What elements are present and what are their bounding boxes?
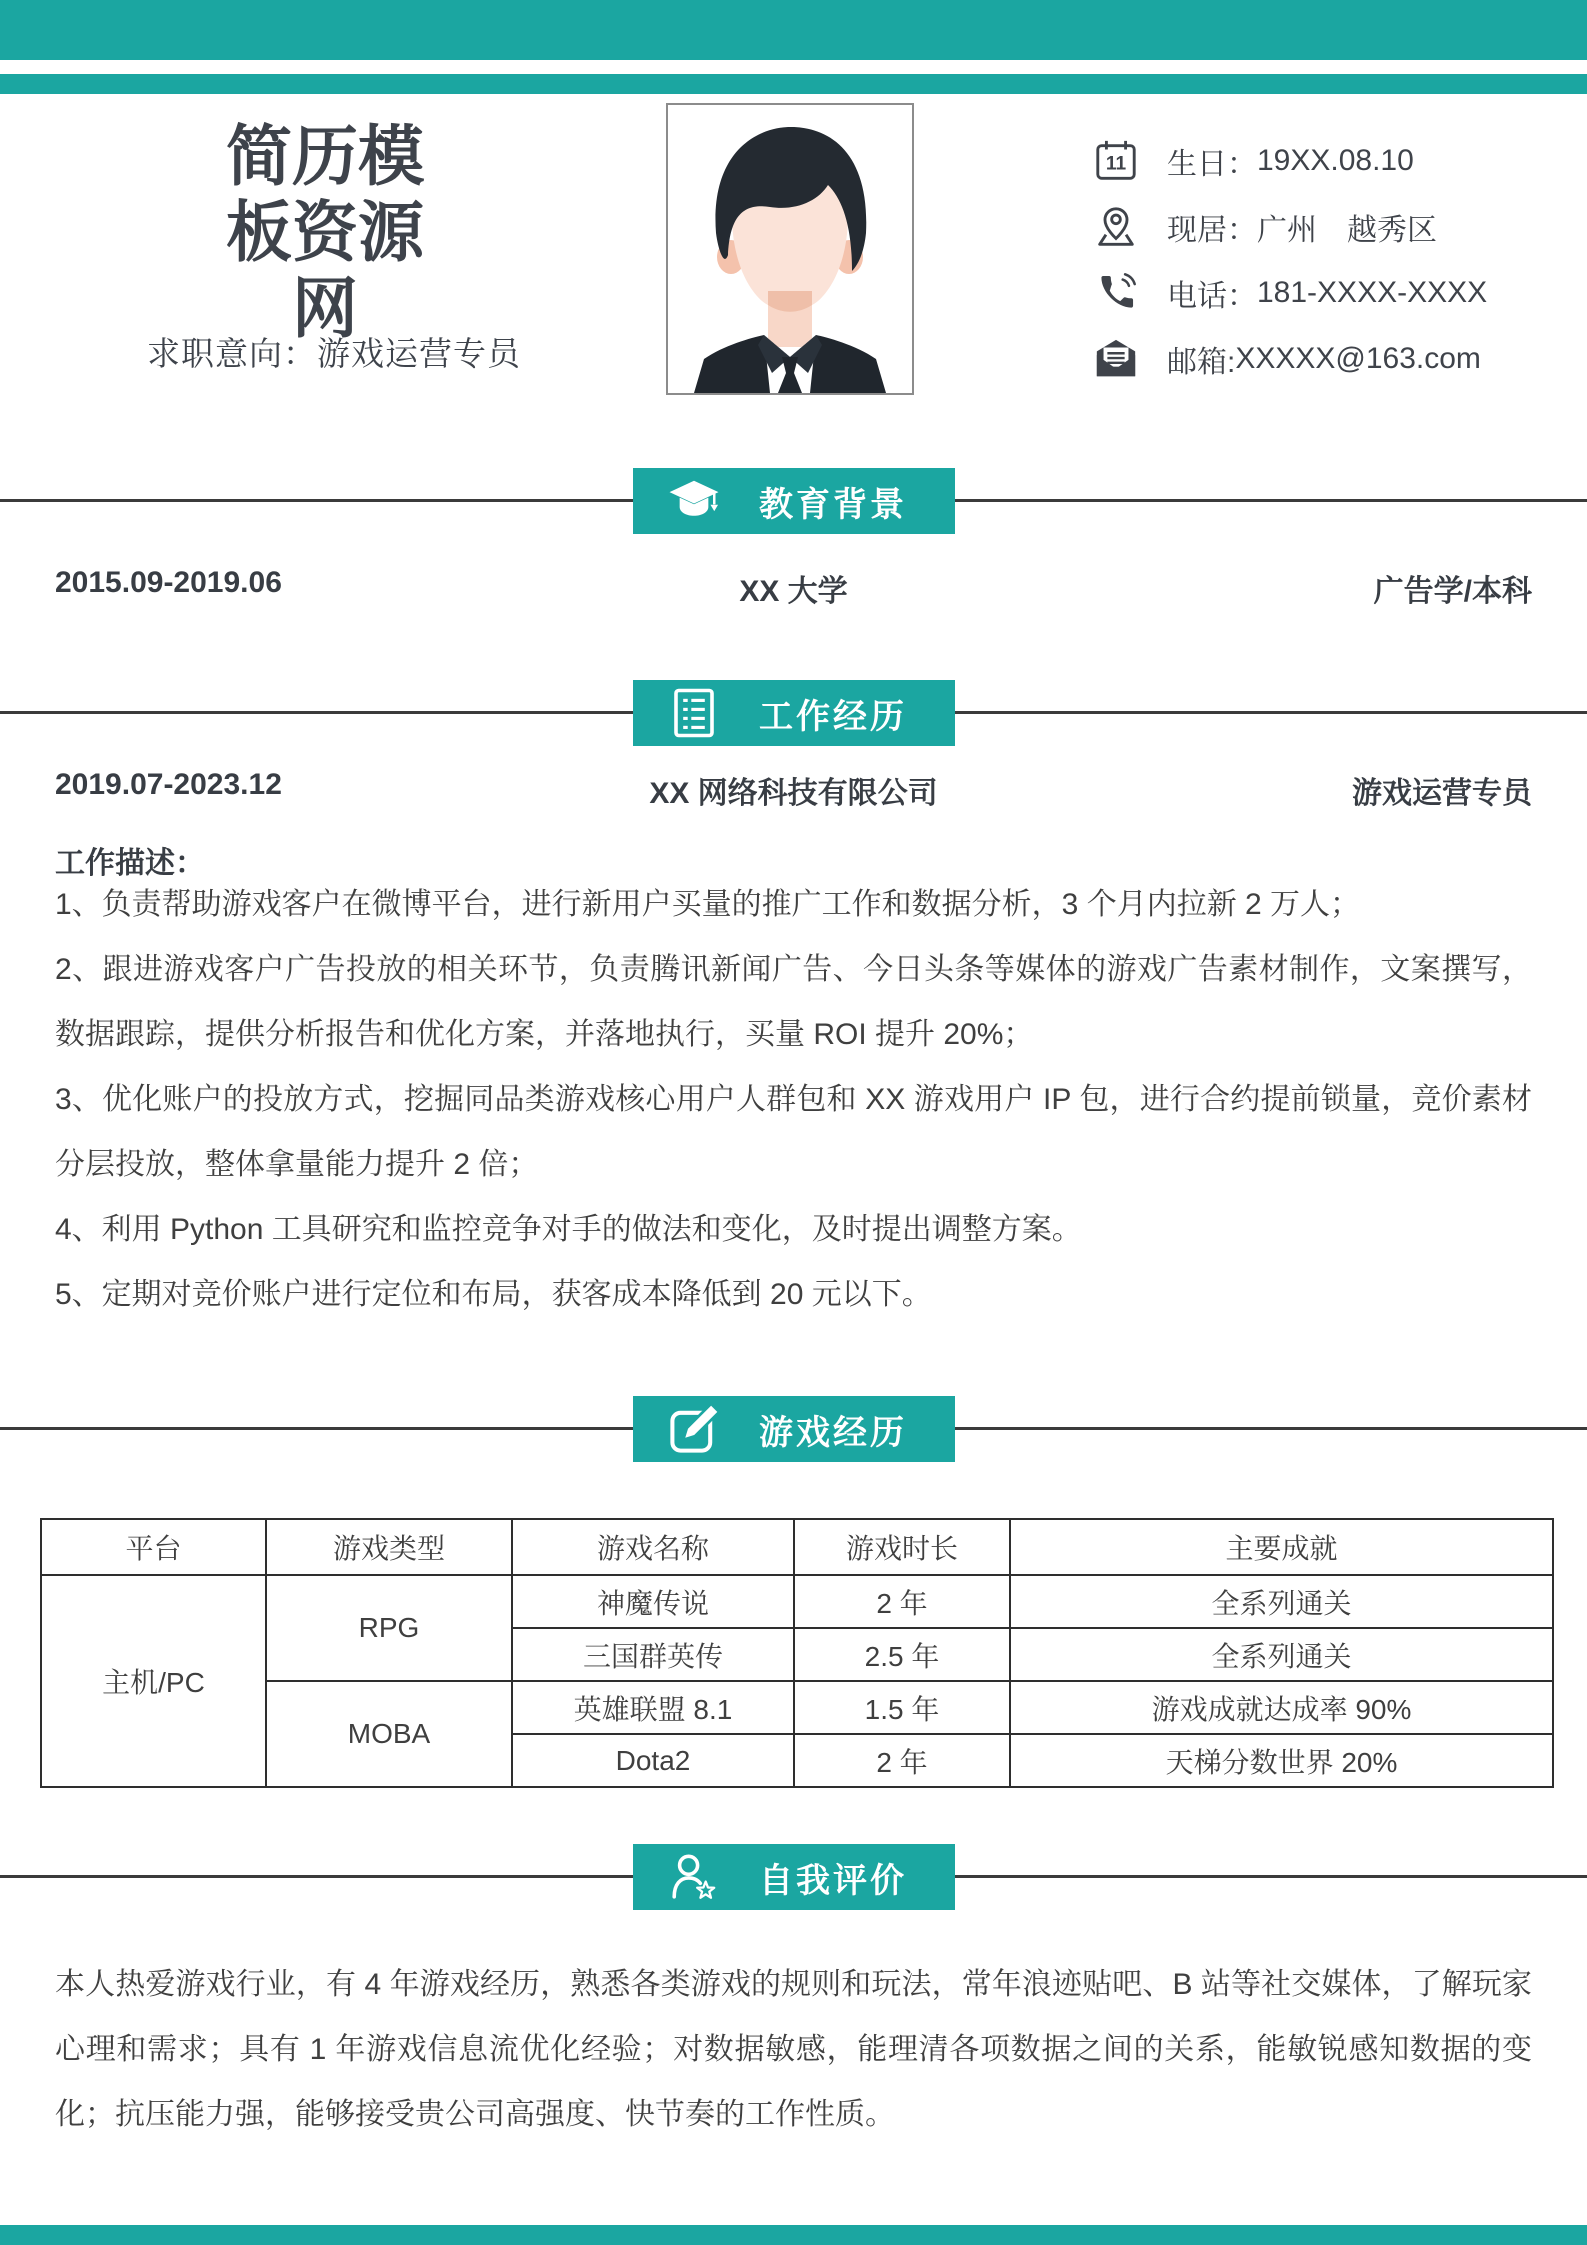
profile-photo [666, 103, 914, 395]
work-row [55, 768, 1532, 812]
section-banner-games [633, 1396, 955, 1462]
top-accent-bar-thin [0, 74, 1587, 94]
section-title: 工作经历 [759, 697, 907, 736]
calendar-icon [1093, 138, 1139, 184]
contact-value: 19XX.08.10 [1257, 144, 1414, 177]
self-evaluation-text: 本人热爱游戏行业，有 4 年游戏经历，熟悉各类游戏的规则和玩法，常年浪迹贴吧、B 站等社交媒体，了解玩家心理和需求；具有 1 年游戏信息流优化经验；对数据敏感，能理清各项数据之间的关系，能敏锐感知数据的变化；抗压能力强，能够接受贵公司高强度、快节奏的工作性质。 [55, 1968, 1532, 2131]
document-list-icon [667, 686, 721, 740]
contact-label: 电话： [1167, 280, 1257, 313]
game-experience-table [40, 1518, 1554, 1788]
work-bullet: 2、跟进游戏客户广告投放的相关环节，负责腾讯新闻广告、今日头条等媒体的游戏广告素材制作，文案撰写，数据跟踪，提供分析报告和优化方案，并落地执行，买量 ROI 提升 20%； [55, 953, 1532, 1051]
contact-label: 邮箱: [1167, 346, 1236, 379]
contact-list [1093, 128, 1487, 392]
section-title: 游戏经历 [759, 1413, 907, 1452]
cell-duration: 2 年 [794, 1575, 1010, 1628]
cell-duration: 2 年 [794, 1734, 1010, 1787]
cell-game-type: MOBA [266, 1681, 512, 1787]
section-banner-work [633, 680, 955, 746]
col-header-game-name: 游戏名称 [512, 1519, 794, 1575]
top-accent-bar-thick [0, 0, 1587, 60]
work-description-label: 工作描述： [55, 847, 205, 880]
contact-label: 生日： [1167, 148, 1257, 181]
person-star-icon [667, 1850, 721, 1904]
cell-game-name: 英雄联盟 8.1 [512, 1681, 794, 1734]
table-row [41, 1575, 1553, 1628]
pencil-square-icon [667, 1402, 721, 1456]
col-header-achievement: 主要成就 [1010, 1519, 1553, 1575]
portrait-illustration [668, 105, 912, 393]
job-intent: 求职意向：游戏运营专员 [147, 335, 521, 372]
contact-value: 181-XXXX-XXXX [1257, 276, 1488, 309]
cell-achievement: 天梯分数世界 20% [1010, 1734, 1553, 1787]
col-header-duration: 游戏时长 [794, 1519, 1010, 1575]
location-icon [1093, 204, 1139, 250]
contact-row-phone [1093, 260, 1487, 326]
cell-achievement: 全系列通关 [1010, 1628, 1553, 1681]
contact-value: 广州 越秀区 [1257, 214, 1437, 247]
table-header-row [41, 1519, 1553, 1575]
cell-game-type: RPG [266, 1575, 512, 1681]
contact-row-email [1093, 326, 1487, 392]
svg-text:11: 11 [1105, 153, 1127, 175]
work-bullet: 3、优化账户的投放方式，挖掘同品类游戏核心用户人群包和 XX 游戏用户 IP 包，进行合约提前锁量，竞价素材分层投放，整体拿量能力提升 2 倍； [55, 1083, 1532, 1181]
section-title: 教育背景 [759, 485, 907, 524]
work-position: 游戏运营专员 [1352, 777, 1532, 810]
watermark-title: 简历模板资源网 [226, 119, 424, 345]
work-description-list [55, 872, 1532, 1327]
cell-achievement: 游戏成就达成率 90% [1010, 1681, 1553, 1734]
table-row [41, 1681, 1553, 1734]
graduation-cap-icon [667, 474, 721, 528]
work-period: 2019.07-2023.12 [55, 768, 282, 801]
contact-row-location [1093, 194, 1487, 260]
cell-platform: 主机/PC [41, 1575, 266, 1787]
mail-icon [1093, 336, 1139, 382]
contact-value: XXXXX@163.com [1235, 342, 1481, 375]
work-bullet: 4、利用 Python 工具研究和监控竞争对手的做法和变化，及时提出调整方案。 [55, 1213, 1082, 1246]
cell-game-name: Dota2 [512, 1734, 794, 1787]
cell-duration: 2.5 年 [794, 1628, 1010, 1681]
section-banner-evaluation [633, 1844, 955, 1910]
phone-icon [1093, 270, 1139, 316]
work-company: XX 网络科技有限公司 [649, 777, 938, 810]
education-row [55, 566, 1532, 610]
contact-label: 现居： [1167, 214, 1257, 247]
col-header-platform: 平台 [41, 1519, 266, 1575]
cell-game-name: 三国群英传 [512, 1628, 794, 1681]
education-school: XX 大学 [739, 575, 848, 608]
cell-achievement: 全系列通关 [1010, 1575, 1553, 1628]
cell-duration: 1.5 年 [794, 1681, 1010, 1734]
education-major: 广告学/本科 [1373, 575, 1532, 608]
cell-game-name: 神魔传说 [512, 1575, 794, 1628]
contact-row-birthday [1093, 128, 1487, 194]
work-bullet: 1、负责帮助游戏客户在微博平台，进行新用户买量的推广工作和数据分析，3 个月内拉新 2 万人； [55, 888, 1361, 921]
education-period: 2015.09-2019.06 [55, 566, 282, 599]
bottom-accent-bar [0, 2225, 1587, 2245]
col-header-game-type: 游戏类型 [266, 1519, 512, 1575]
section-title: 自我评价 [759, 1861, 907, 1900]
section-banner-education [633, 468, 955, 534]
work-bullet: 5、定期对竞价账户进行定位和布局，获客成本降低到 20 元以下。 [55, 1278, 932, 1311]
